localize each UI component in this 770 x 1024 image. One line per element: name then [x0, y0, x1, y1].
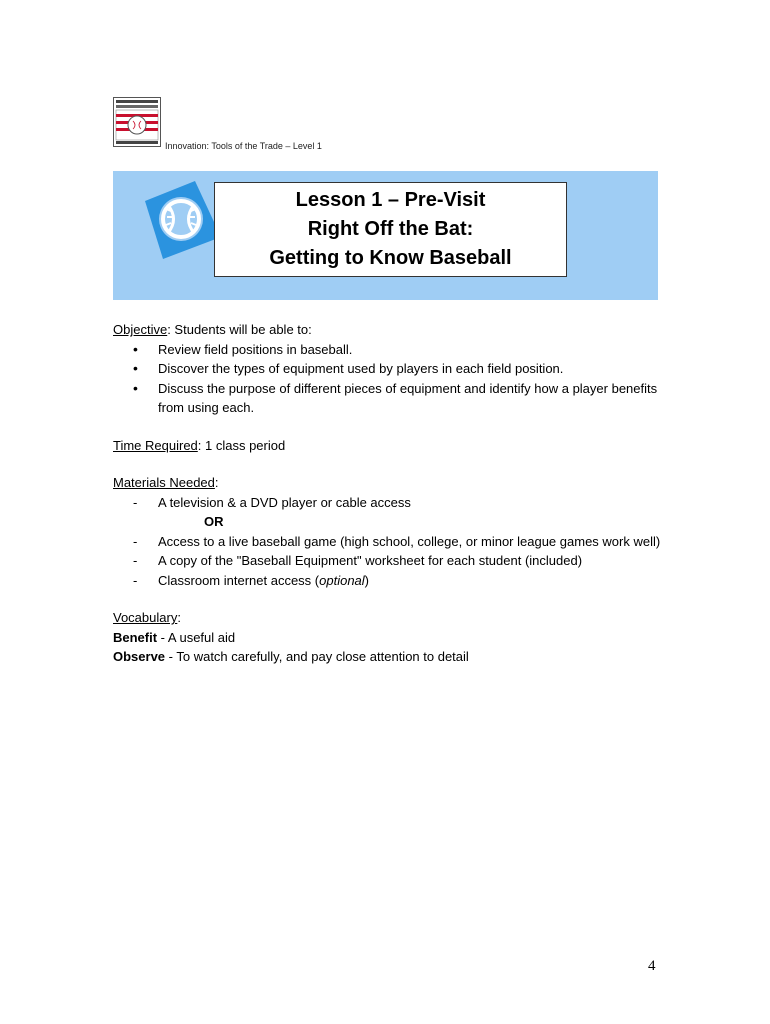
lesson-title-line-1: Lesson 1 – Pre-Visit [295, 189, 486, 211]
material-item-2: Access to a live baseball game (high school, college, or minor league games work well) [158, 533, 661, 549]
objective-list [113, 340, 673, 418]
or-separator: OR [204, 514, 224, 529]
term-definition: - A useful aid [157, 629, 236, 645]
vocabulary-label: Vocabulary [113, 610, 178, 625]
vocabulary-term-benefit [113, 628, 673, 648]
dash-marker: - [133, 572, 138, 588]
material-item-4-optional: optional [319, 572, 365, 588]
objective-intro: : Students will be able to: [167, 322, 312, 337]
list-item [113, 571, 673, 591]
materials-label: Materials Needed [113, 475, 215, 490]
material-item-1: A television & a DVD player or cable access [158, 494, 411, 510]
dash-marker: - [133, 553, 138, 568]
material-item-4-post: ) [364, 572, 370, 588]
term-definition: - To watch carefully, and pay close attention to detail [165, 649, 469, 664]
lesson-title-line-3: Getting to Know Baseball [269, 247, 512, 269]
time-required-section [113, 436, 673, 456]
materials-list-continued [113, 532, 673, 591]
materials-colon: : [214, 475, 219, 490]
lesson-content [113, 320, 673, 685]
objective-label: Objective [113, 322, 168, 337]
baseball-icon [135, 177, 223, 265]
list-item: • Discover the types of equipment used by players in each field position. [113, 359, 673, 379]
hall-of-fame-logo-icon [113, 97, 161, 147]
time-required-value: : 1 class period [197, 437, 286, 453]
lesson-title-line-2: Right Off the Bat: [307, 218, 474, 240]
materials-list [113, 493, 673, 513]
list-item [113, 532, 673, 552]
material-item-4-pre: Classroom internet access ( [158, 572, 320, 588]
list-item: • Discuss the purpose of different pieces of equipment and identify how a player benefits from using each. [113, 379, 673, 418]
dash-marker: - [133, 494, 138, 510]
material-item-3: A copy of the "Baseball Equipment" worksheet for each student (included) [158, 553, 583, 568]
series-line: Innovation: Tools of the Trade – Level 1 [165, 141, 322, 151]
objective-section [113, 320, 673, 418]
vocabulary-term-observe [113, 647, 673, 667]
dash-marker: - [133, 533, 138, 549]
vocabulary-colon: : [177, 610, 181, 625]
list-item [113, 493, 673, 513]
term-name: Observe [113, 649, 166, 664]
list-item [113, 551, 673, 571]
page-number: 4 [648, 958, 656, 974]
lesson-title-box [214, 182, 567, 277]
time-required-label: Time Required [113, 437, 198, 453]
term-name: Benefit [113, 629, 158, 645]
vocabulary-section [113, 608, 673, 667]
list-item: • Review field positions in baseball. [113, 340, 673, 360]
lesson-banner [113, 171, 658, 300]
materials-section [113, 473, 673, 590]
